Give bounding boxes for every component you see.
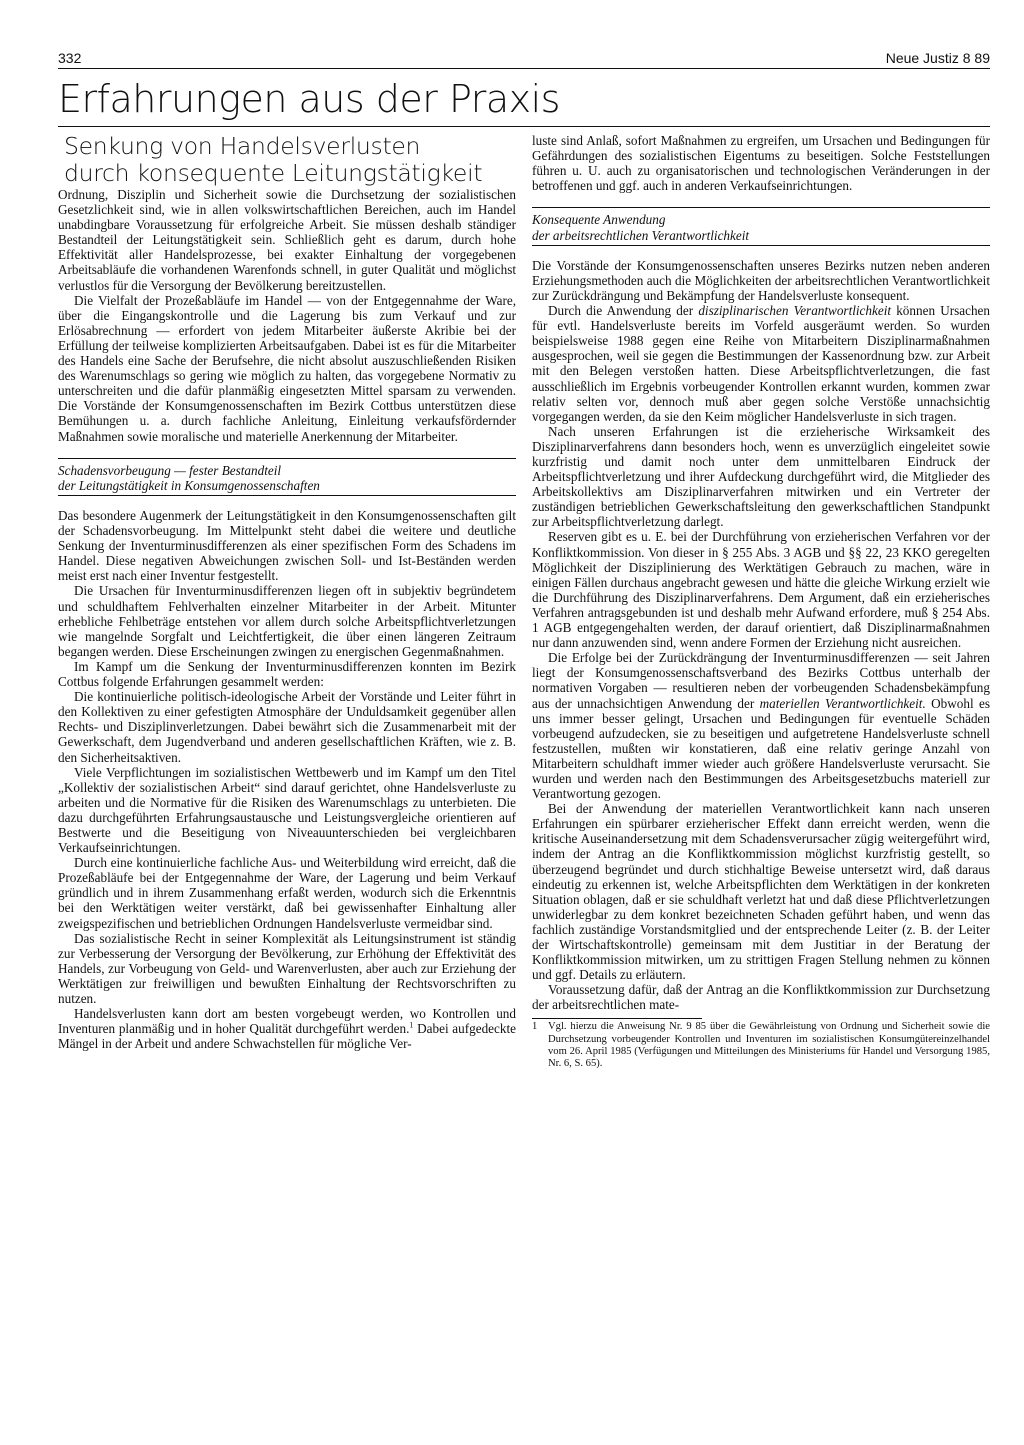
section-title: Erfahrungen aus der Praxis: [58, 77, 990, 127]
paragraph: Das sozialistische Recht in seiner Komplexität als Leitungsinstrument ist ständig zur Verbesserung der Versorgung der Bevölkerung, zur Erhöhung der Effektivität des Handels, zur Vorbeugung von Geld- und Warenverlusten, aber auch zur Erziehung der Werktätigen zur freiwilligen und bewußten Einhaltung der Rechtsvorschriften zu nutzen.: [58, 930, 516, 1006]
subheading-line1: Schadensvorbeugung — fester Bestandteil: [58, 462, 282, 478]
article-title: [64, 133, 516, 187]
paragraph: Nach unseren Erfahrungen ist die erzieherische Wirksamkeit des Disziplinarverfahrens dann besonders hoch, wenn es unverzüglich eingeleitet sowie kurzfristig und damit noch unter dem unmittelbaren Eindruck der Arbeitspflichtverletzung und ihrer Aufdeckung durchgeführt wird, die Mitglieder des Arbeitskollektivs am Disziplinarverfahren mitwirken und ein Vertreter der zuständigen betrieblichen Gewerkschaftsleitung den gewerkschaftlichen Standpunkt zur Arbeitspflichtverletzung darlegt.: [532, 423, 990, 530]
paragraph: Die Vielfalt der Prozeßabläufe im Handel — von der Entgegennahme der Ware, über die Eingangskontrolle und die Lagerung bis zum Verkauf und zur Erlösabrechnung — erfordert von jedem Mitarbeiter äußerste Akribie bei der Erfüllung der teilweise komplizierten Arbeitsaufgaben. Dabei ist es für die Mitarbeiter des Handels eine Sache der Berufsehre, die nicht absolut auszuschließenden Risiken des Warenumschlags so gering wie möglich zu halten, das vorgegebene Normativ zu unterschreiten und die dafür planmäßig eingesetzten Mittel sparsam zu verwenden. Die Vorstände der Konsumgenossenschaften im Bezirk Cottbus unterstützen diese Bemühungen u. a. durch fachliche Anleitung, Einleitung verkaufsfördernder Maßnahmen sowie moralische und materielle Anerkennung der Mitarbeiter.: [58, 292, 516, 444]
subheading-line2: der Leitungstätigkeit in Konsumgenossenschaften: [58, 477, 320, 493]
paragraph: [58, 1006, 516, 1051]
paragraph-text: Handelsverlusten kann dort am besten vorgebeugt werden, wo Kontrollen und Inventuren planmäßig und in hoher Qualität durchgeführt werden.: [58, 1006, 516, 1037]
footnote-marker: 1: [409, 1020, 414, 1030]
paragraph: Durch eine kontinuierliche fachliche Aus- und Weiterbildung wird erreicht, daß die Prozeßabläufe bei der Entgegennahme der Ware, der Lagerung und beim Verkauf gründlich und in ihrem Zusammenhang erfaßt werden, wodurch sich die Erkenntnis bei den Werktätigen weiter verstärkt, daß bei gewissenhafter Einhaltung aller zweigspezifischen und betrieblichen Ordnungen Handelsverluste vermeidbar sind.: [58, 855, 516, 931]
two-column-body: [58, 133, 990, 1070]
page-header: [58, 50, 990, 69]
paragraph-text: Obwohl es uns immer besser gelingt, Ursachen und Bedingungen für eventuelle Schäden vorbeugend aufzudecken, sie zu beseitigen und aufgetretene Handelsverluste schnell festzustellen, mußten wir konstatieren, daß eine relativ geringe Anzahl von Mitarbeitern schuldhaft immer wieder auch größere Handelsverluste verursacht. Sie wurden und werden nach den Bestimmungen des Arbeitsgesetzbuchs materiell zur Verantwortung gezogen.: [532, 695, 991, 802]
paragraph: Die Ursachen für Inventurminusdifferenzen liegen oft in subjektiv begründetem und schuldhaftem Fehlverhalten einzelner Mitarbeiter in der Arbeit. Mitunter erhebliche Fehlbeträge entstehen vor allem durch solche Arbeitspflichtverletzungen wie mangelnde Sorgfalt und Leichtfertigkeit, die über einen längeren Zeitraum begangen werden. Diese Erscheinungen zwingen zu energischen Gegenmaßnahmen.: [58, 583, 516, 659]
subheading: [58, 458, 516, 496]
article-title-line2: durch konsequente Leitungstätigkeit: [64, 159, 483, 187]
paragraph: Das besondere Augenmerk der Leitungstätigkeit in den Konsumgenossenschaften gilt der Schadensvorbeugung. Im Mittelpunkt steht dabei die weitere und deutliche Senkung der Inventurminusdifferenzen als einer spezifischen Form des Schadens im Handel. Diese negativen Abweichungen zwischen Soll- und Ist-Beständen werden meist erst nach einer Inventur festgestellt.: [58, 508, 516, 584]
paragraph-text: Die Erfolge bei der Zurückdrängung der Inventurminusdifferenzen — seit Jahren liegt der Konsumgenossenschaftsverband des Bezirks Cottbus unterhalb der normativen Vorgaben — resultieren neben der vorbeugenden Schadensbekämpfung aus der unnachsichtigen Anwendung der: [532, 650, 990, 711]
paragraph: Die kontinuierliche politisch-ideologische Arbeit der Vorstände und Leiter führt in den Kollektiven zu einer gefestigten Atmosphäre der Unduldsamkeit gegenüber allen Rechts- und Disziplinverletzungen. Dabei bewährt sich die Zusammenarbeit mit der Gewerkschaft, dem Jugendverband und anderen gesellschaftlichen Kräften, wie z. B. den Sicherheitsaktiven.: [58, 689, 516, 765]
paragraph-text: Dabei aufgedeckte Mängel in der Arbeit und andere Schwachstellen für mögliche Ver-: [58, 1021, 516, 1052]
journal-issue: Neue Justiz 8 89: [885, 50, 990, 66]
subheading-line2: der arbeitsrechtlichen Verantwortlichkeit: [532, 227, 750, 243]
paragraph: Ordnung, Disziplin und Sicherheit sowie die Durchsetzung der sozialistischen Gesetzlichkeit sind, wie in allen volkswirtschaftlichen Bereichen, auch im Handel unabdingbare Voraussetzung für erfolgreiche Arbeit. Sie müssen deshalb ständiger Bestandteil der Leitungstätigkeit sein. Schließlich geht es darum, durch hohe Effektivität aller Handelsprozesse, bei exakter Einhaltung der vorgegebenen Arbeitsabläufe die vorhandenen Warenfonds schnell, in guter Qualität und möglichst verlustlos für die Versorgung der Bevölkerung bereitzustellen.: [58, 187, 516, 293]
paragraph: luste sind Anlaß, sofort Maßnahmen zu ergreifen, um Ursachen und Bedingungen für Gefährdungen des sozialistischen Eigentums zu beseitigen. Solche Feststellungen führen u. U. auch zu organisatorischen und technologischen Veränderungen in der betroffenen und ggf. auch in anderen Verkaufseinrichtungen.: [532, 133, 990, 194]
paragraph-text: können Ursachen für evtl. Handelsverluste bereits im Vorfeld ausgeräumt werden. So wurden beispielsweise 1988 gegen eine Reihe von Mitarbeitern Disziplinarmaßnahmen ausgesprochen, weil sie gegen die Bestimmungen der Kassenordnung bzw. zur Arbeit mit den Belegen verstoßen hatten. Diese Arbeitspflichtverletzungen, die fast ausschließlich im Ergebnis vorbeugender Kontrollen erkannt wurden, kommen zwar relativ selten vor, dennoch muß aber gegen solche Verstöße unnachsichtig vorgegangen werden, da sie den Keim möglicher Handelsverluste in sich tragen.: [532, 303, 991, 424]
paragraph: Viele Verpflichtungen im sozialistischen Wettbewerb und im Kampf um den Titel „Kollektiv der sozialistischen Arbeit“ sind darauf gerichtet, ohne Handelsverluste zu arbeiten und die Normative für die Risiken des Warenumschlags zu unterbieten. Die dazu durchgeführten Erfahrungsaustausche und Leistungsvergleiche orientieren auf Bestwerte und die Beseitigung von Niveauunterschieden bei vergleichbaren Verkaufseinrichtungen.: [58, 764, 516, 856]
paragraph-text: Durch die Anwendung der: [548, 303, 699, 319]
footnote-number: 1: [532, 1021, 538, 1033]
left-column: [58, 133, 516, 1070]
paragraph: Voraussetzung dafür, daß der Antrag an die Konfliktkommission zur Durchsetzung der arbeitsrechtlichen mate-: [532, 982, 990, 1013]
article-title-line1: Senkung von Handelsverlusten: [64, 132, 421, 160]
paragraph: Reserven gibt es u. E. bei der Durchführung von erzieherischen Verfahren vor der Konfliktkommission. Von dieser in § 255 Abs. 3 AGB und §§ 22, 23 KKO geregelten Möglichkeit der Disziplinierung des Werktätigen Gebrauch zu machen, wäre in einigen Fällen durchaus angebracht gewesen und hätte die gleiche Wirkung erzielt wie die Durchführung des Disziplinarverfahrens. Dem Argument, daß ein erzieherisches Verfahren antragsgebunden ist und deshalb mehr Aufwand erfordere, muß § 254 Abs. 1 AGB entgegengehalten werden, der darauf orientiert, daß Disziplinarmaßnahmen nur dann anzuwenden sind, wenn andere Formen der Erziehung nicht ausreichen.: [532, 529, 990, 651]
subheading: [532, 207, 990, 245]
emphasis-text: materiellen Verantwortlichkeit.: [759, 695, 926, 711]
paragraph: Im Kampf um die Senkung der Inventurminusdifferenzen konnten im Bezirk Cottbus folgende Erfahrungen gesammelt werden:: [58, 658, 516, 690]
paragraph: [532, 303, 990, 424]
paragraph: Die Vorstände der Konsumgenossenschaften unseres Bezirks nutzen neben anderen Erziehungsmethoden auch die Möglichkeiten der arbeitsrechtlichen Verantwortlichkeit zur Zurückdrängung und Bekämpfung der Handelsverluste konsequent.: [532, 257, 990, 303]
footnote-divider: [532, 1018, 702, 1019]
document-page: [58, 50, 990, 1070]
paragraph: Bei der Anwendung der materiellen Verantwortlichkeit kann nach unseren Erfahrungen ein spürbarer erzieherischer Effekt dann erreicht werden, wenn die kritische Auseinandersetzung mit dem Schadensverursacher zügig weitergeführt wird, indem der Antrag an die Konfliktkommission möglichst kurzfristig gestellt, so überzeugend begründet und durch stichhaltige Beweise untersetzt wird, daß daraus eindeutig zu erkennen ist, welche Arbeitspflichten dem Werktätigen in der konkreten Situation oblagen, daß er sie schuldhaft verletzt hat und daß diese Pflichtverletzungen unwiderlegbar zu dem konkret bezeichneten Schaden geführt haben, und wenn das fachlich zuständige Vorstandsmitglied und der entsprechende Leiter (z. B. der Leiter der Wirtschaftskontrolle) gemeinsam mit dem Justitiar in der Beratung der Konfliktkommission mitwirken, um zu strittigen Fragen Stellung nehmen zu können und ggf. Details zu erläutern.: [532, 801, 990, 983]
page-number: 332: [58, 50, 82, 66]
right-column: [532, 133, 990, 1070]
footnote-text: Vgl. hierzu die Anweisung Nr. 9 85 über die Gewährleistung von Ordnung und Sicherheit sowie die Durchsetzung vorbeugender Kontrollen und Inventuren im sozialistischen Konsumgütereinzelhandel vom 26. April 1985 (Verfügungen und Mitteilungen des Ministeriums für Handel und Versorgung 1985, Nr. 6, S. 65).: [548, 1021, 990, 1070]
subheading-line1: Konsequente Anwendung: [532, 212, 666, 228]
emphasis-text: disziplinarischen Verantwortlichkeit: [698, 303, 892, 319]
paragraph: [532, 650, 990, 801]
footnote: [532, 1021, 990, 1070]
